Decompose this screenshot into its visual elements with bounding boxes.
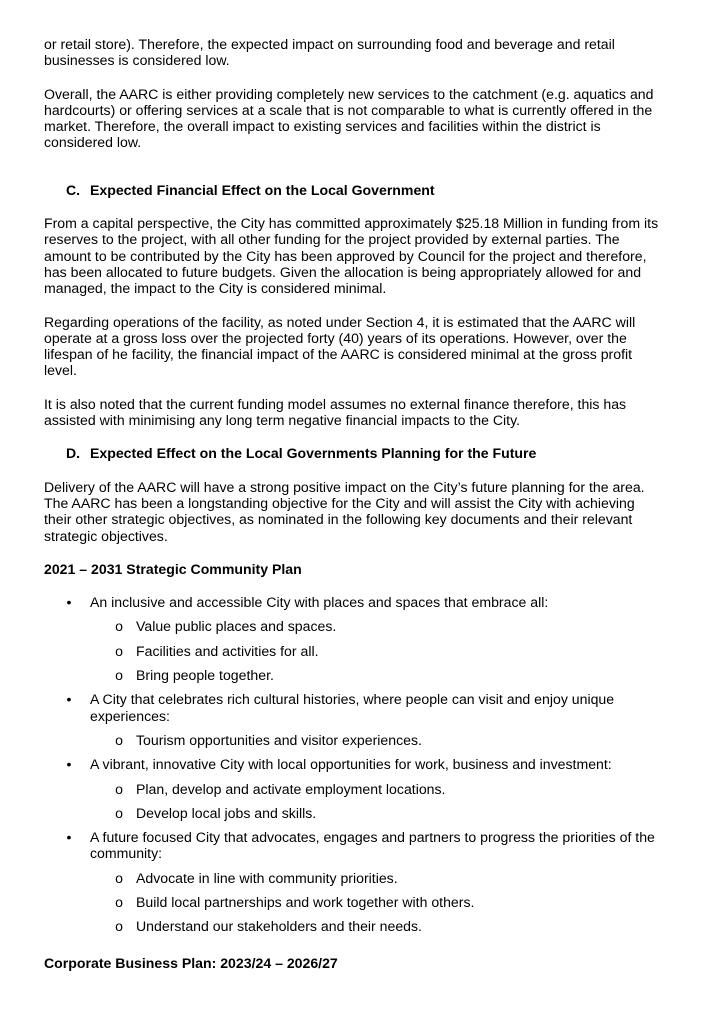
corporate-business-plan-heading: Corporate Business Plan: 2023/24 – 2026/27: [44, 954, 338, 971]
paragraph-capital: From a capital perspective, the City has committed approximately $25.18 Million in funding from its reserves to the project, with all other funding for the project provided by external parties. The amount to be contributed by the City has been approved by Council for the project and therefore, has been allocated to future budgets. Given the allocation is being appropriately allowed for and managed, the impact to the City is considered minimal.: [44, 215, 659, 297]
list-item: [44, 829, 665, 934]
circle-bullet-icon: o: [115, 869, 123, 886]
objective-text: A City that celebrates rich cultural histories, where people can visit and enjoy unique experiences:: [90, 691, 615, 724]
paragraph-intro-end: or retail store). Therefore, the expected impact on surrounding food and beverage and retail businesses is considered low.: [44, 36, 615, 69]
sub-item-text: Bring people together.: [136, 667, 274, 684]
circle-bullet-icon: o: [115, 642, 123, 659]
sub-item-text: Build local partnerships and work together with others.: [136, 893, 475, 910]
sub-item-text: Understand our stakeholders and their needs.: [136, 918, 422, 935]
sub-list-item: [90, 805, 665, 821]
objectives-list: [44, 594, 665, 934]
sub-list: [90, 781, 665, 822]
objective-text: A vibrant, innovative City with local opportunities for work, business and investment:: [90, 756, 612, 773]
circle-bullet-icon: o: [115, 667, 123, 684]
sub-item-text: Value public places and spaces.: [136, 618, 337, 635]
section-title-d: Expected Effect on the Local Governments Planning for the Future: [90, 445, 537, 462]
paragraph-funding: It is also noted that the current funding model assumes no external finance therefore, this has assisted with minimising any long term negative financial impacts to the City.: [44, 395, 627, 429]
sub-item-text: Tourism opportunities and visitor experiences.: [136, 731, 422, 748]
sub-list: [90, 618, 665, 683]
paragraph-operations: Regarding operations of the facility, as noted under Section 4, it is estimated that the AARC will operate at a gross loss over the projected forty (40) years of its operations. However, over the lifespan of he facility, the financial impact of the AARC is considered minimal at the gross profit level.: [44, 313, 636, 379]
sub-list-item: [90, 732, 665, 748]
bullet-icon: •: [66, 829, 72, 846]
circle-bullet-icon: o: [115, 780, 123, 797]
sub-list: [90, 870, 665, 935]
list-item: [44, 691, 665, 748]
section-heading-d: [66, 445, 665, 461]
sub-item-text: Facilities and activities for all.: [136, 642, 319, 659]
paragraph-delivery: Delivery of the AARC will have a strong positive impact on the City’s future planning for the area. The AARC has been a longstanding objective for the City and will assist the City with achieving their other strategic objectives, as nominated in the following key documents and their relevant strategic objectives.: [44, 478, 645, 544]
circle-bullet-icon: o: [115, 804, 123, 821]
objective-text: An inclusive and accessible City with places and spaces that embrace all:: [90, 594, 549, 611]
sub-list: [90, 732, 665, 748]
bullet-icon: •: [66, 691, 72, 708]
section-letter-d: D.: [66, 445, 81, 462]
bullet-icon: •: [66, 594, 72, 611]
sub-item-text: Advocate in line with community priorities.: [136, 869, 398, 886]
list-item: [44, 594, 665, 683]
circle-bullet-icon: o: [115, 731, 123, 748]
circle-bullet-icon: o: [115, 893, 123, 910]
bullet-icon: •: [66, 756, 72, 773]
sub-list-item: [90, 870, 665, 886]
section-title-c: Expected Financial Effect on the Local Government: [90, 181, 435, 198]
sub-list-item: [90, 894, 665, 910]
sub-item-text: Plan, develop and activate employment locations.: [136, 780, 446, 797]
sub-list-item: [90, 667, 665, 683]
sub-list-item: [90, 643, 665, 659]
strategic-community-plan-heading: 2021 – 2031 Strategic Community Plan: [44, 560, 302, 577]
circle-bullet-icon: o: [115, 918, 123, 935]
objective-text: A future focused City that advocates, engages and partners to progress the priorities of the community:: [90, 829, 655, 862]
section-heading-c: [66, 182, 665, 198]
section-letter-c: C.: [66, 181, 81, 198]
paragraph-overall-impact: Overall, the AARC is either providing completely new services to the catchment (e.g. aquatics and hardcourts) or offering services at a scale that is not comparable to what is currently offered in the market. Therefore, the overall impact to existing services and facilities within the district is considered low.: [44, 85, 654, 151]
sub-list-item: [90, 918, 665, 934]
list-item: [44, 756, 665, 821]
sub-list-item: [90, 618, 665, 634]
circle-bullet-icon: o: [115, 618, 123, 635]
sub-item-text: Develop local jobs and skills.: [136, 804, 317, 821]
sub-list-item: [90, 781, 665, 797]
